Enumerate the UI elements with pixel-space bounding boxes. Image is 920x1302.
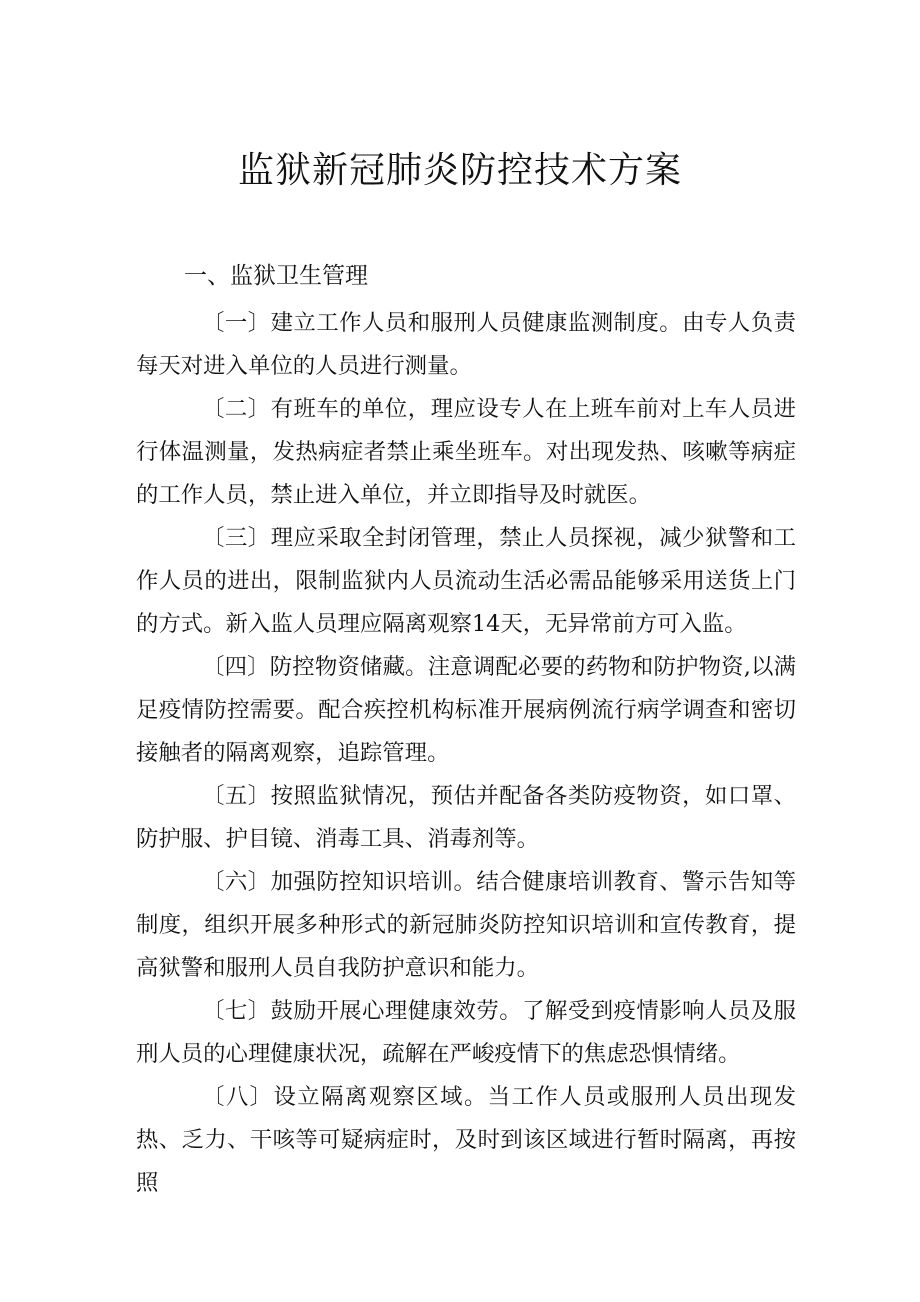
paragraph-7: 〔七〕鼓励开展心理健康效劳。了解受到疫情影响人员及服刑人员的心理健康状况，疏解在严峻疫情下的焦虑恐惧情绪。 xyxy=(136,998,796,1067)
paragraph-3: 〔三〕理应采取全封闭管理，禁止人员探视，减少狱警和工作人员的进出，限制监狱内人员流动生活必需品能够采用送货上门的方式。新入监人员理应隔离观察14天，无异常前方可入监。 xyxy=(136,525,796,637)
paragraph-8: 〔八〕设立隔离观察区域。当工作人员或服刑人员出现发热、乏力、干咳等可疑病症时，及时到该区域进行暂时隔离，再按照 xyxy=(136,1084,796,1196)
paragraph-5: 〔五〕按照监狱情况，预估并配备各类防疫物资，如口罩、防护服、护目镜、消毒工具、消毒剂等。 xyxy=(136,783,796,852)
paragraph-6: 〔六〕加强防控知识培训。结合健康培训教育、警示告知等制度，组织开展多种形式的新冠肺炎防控知识培训和宣传教育，提高狱警和服刑人员自我防护意识和能力。 xyxy=(136,869,796,981)
section-heading: 一、监狱卫生管理 xyxy=(184,263,368,289)
document-title: 监狱新冠肺炎防控技术方案 xyxy=(237,150,682,191)
paragraph-2: 〔二〕有班车的单位，理应设专人在上班车前对上车人员进行体温测量，发热病症者禁止乘坐班车。对出现发热、咳嗽等病症的工作人员，禁止进入单位，并立即指导及时就医。 xyxy=(136,396,796,508)
document-body xyxy=(136,302,796,1205)
paragraph-1: 〔一〕建立工作人员和服刑人员健康监测制度。由专人负责每天对进入单位的人员进行测量。 xyxy=(136,310,796,379)
paragraph-4: 〔四〕防控物资储藏。注意调配必要的药物和防护物资,以满足疫情防控需要。配合疾控机构标准开展病例流行病学调查和密切接触者的隔离观察，追踪管理。 xyxy=(136,654,796,766)
